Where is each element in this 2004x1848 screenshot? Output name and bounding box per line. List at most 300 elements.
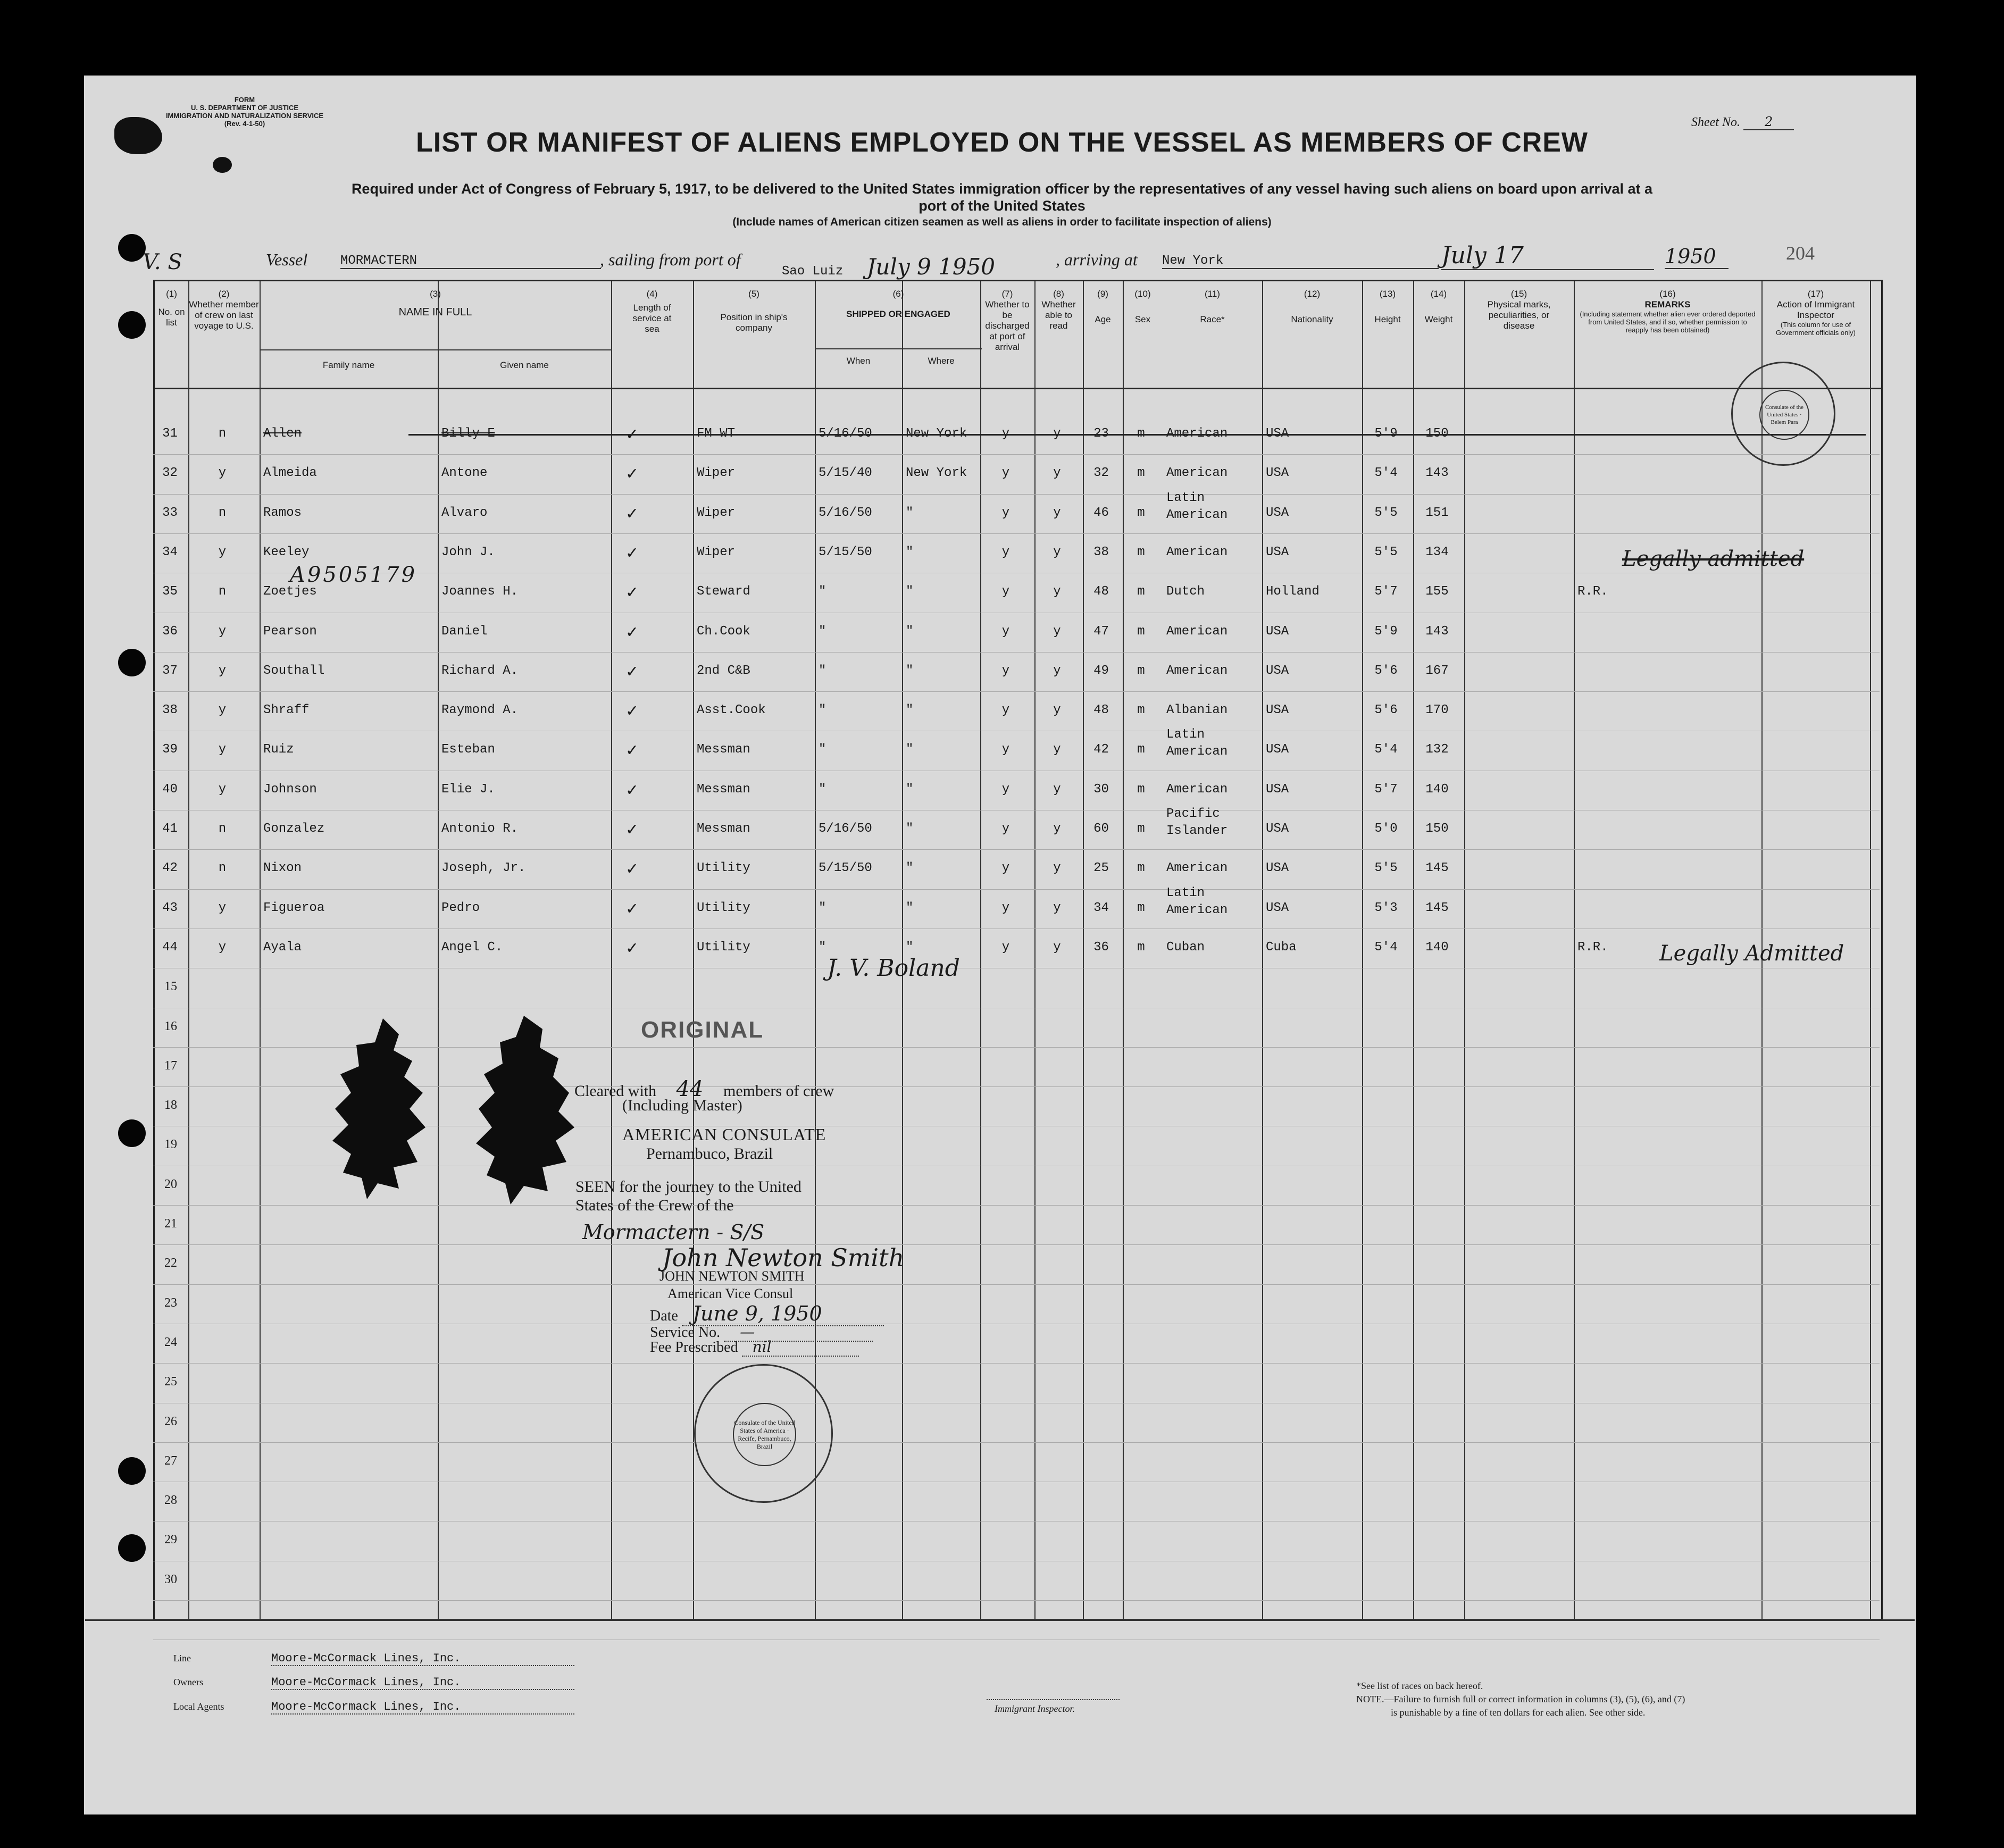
cell-weight: 150 bbox=[1425, 427, 1449, 441]
col-header-service: (4) Length of service at sea bbox=[632, 289, 672, 334]
manifest-title: LIST OR MANIFEST OF ALIENS EMPLOYED ON THE VESSEL AS MEMBERS OF CREW bbox=[416, 127, 1588, 158]
cell-age: 38 bbox=[1093, 545, 1109, 559]
cell-remarks: R.R. bbox=[1577, 940, 1608, 955]
cell-no: 42 bbox=[162, 861, 178, 876]
consul-title: American Vice Consul bbox=[667, 1286, 794, 1301]
cell-where: " bbox=[906, 545, 914, 559]
cell-nat: USA bbox=[1266, 427, 1289, 441]
cell-nat: USA bbox=[1266, 742, 1289, 757]
cell-given: Daniel bbox=[441, 624, 488, 639]
agency-block: FORM U. S. DEPARTMENT OF JUSTICE IMMIGRATION AND NATURALIZATION SERVICE (Rev. 4-1-50) bbox=[165, 96, 324, 128]
col-header-height: (13) Height bbox=[1374, 289, 1401, 324]
cell-when: 5/16/50 bbox=[819, 427, 872, 441]
service-check-icon: ✓ bbox=[627, 899, 638, 920]
punch-hole bbox=[118, 1534, 146, 1562]
cell-sex: m bbox=[1137, 663, 1145, 678]
inspector-signature-line bbox=[987, 1699, 1120, 1700]
row-rule bbox=[153, 652, 1880, 653]
cell-given: Raymond A. bbox=[441, 703, 519, 718]
cell-no: 37 bbox=[162, 663, 178, 678]
cell-disch: y bbox=[1001, 505, 1010, 520]
cell-weight: 150 bbox=[1425, 822, 1449, 836]
col-header-when: When bbox=[846, 356, 871, 366]
row-rule bbox=[153, 1600, 1880, 1601]
row-rule bbox=[153, 1363, 1880, 1364]
cell-race: American bbox=[1166, 427, 1228, 441]
vessel-name: MORMACTERN bbox=[340, 254, 601, 269]
cell-read: y bbox=[1053, 545, 1061, 559]
cleared-line: Cleared with 44 members of crew bbox=[574, 1077, 834, 1101]
stamp-number: 204 bbox=[1786, 243, 1815, 264]
empty-row-number: 16 bbox=[164, 1019, 177, 1033]
sheet-number: Sheet No. 2 bbox=[1691, 114, 1794, 130]
cell-sex: m bbox=[1137, 822, 1145, 836]
cell-sex: m bbox=[1137, 900, 1145, 915]
cell-race: American bbox=[1166, 861, 1228, 876]
service-check-icon: ✓ bbox=[627, 662, 638, 683]
cell-given: Pedro bbox=[441, 900, 480, 915]
cell-given: Alvaro bbox=[441, 505, 488, 520]
vessel-label: Vessel bbox=[266, 250, 308, 269]
cell-pos: Utility bbox=[697, 861, 750, 876]
cell-disch: y bbox=[1001, 545, 1010, 559]
cell-disch: y bbox=[1001, 466, 1010, 481]
consulate-seal: Consulate of the United States of America · Recife, Pernambuco, Brazil bbox=[694, 1364, 833, 1503]
cell-prev: y bbox=[218, 703, 227, 718]
legally-admitted-crossed: Legally admitted bbox=[1622, 547, 1805, 571]
cell-sex: m bbox=[1137, 466, 1145, 481]
cell-pos: Messman bbox=[697, 742, 750, 757]
cell-disch: y bbox=[1001, 742, 1010, 757]
cell-pos: 2nd C&B bbox=[697, 663, 750, 678]
cell-height: 5'6 bbox=[1374, 703, 1398, 718]
col-header-weight: (14) Weight bbox=[1424, 289, 1453, 324]
seen-line-2: States of the Crew of the bbox=[575, 1197, 734, 1214]
cell-prev: n bbox=[218, 822, 227, 836]
col-header-where: Where bbox=[928, 356, 955, 366]
cell-weight: 140 bbox=[1425, 940, 1449, 955]
master-signature: J. V. Boland bbox=[827, 955, 960, 982]
row-rule bbox=[153, 691, 1880, 692]
fee-prescribed: Fee Prescribed nil bbox=[650, 1338, 859, 1357]
cell-prev: n bbox=[218, 584, 227, 599]
cell-prev: y bbox=[218, 663, 227, 678]
cell-family: Figueroa bbox=[263, 900, 325, 915]
cell-where: " bbox=[906, 900, 914, 915]
footer-note-1: *See list of races on back hereof. bbox=[1356, 1680, 1483, 1691]
empty-row-number: 26 bbox=[164, 1414, 177, 1428]
cell-weight: 167 bbox=[1425, 663, 1449, 678]
cell-disch: y bbox=[1001, 703, 1010, 718]
cell-age: 60 bbox=[1093, 822, 1109, 836]
ink-smudge bbox=[213, 157, 232, 173]
cell-no: 34 bbox=[162, 545, 178, 559]
cell-family: Shraff bbox=[263, 703, 310, 718]
cell-where: New York bbox=[906, 427, 967, 441]
cell-pos: Wiper bbox=[697, 505, 736, 520]
cell-age: 48 bbox=[1093, 584, 1109, 599]
cell-no: 38 bbox=[162, 703, 178, 718]
cell-read: y bbox=[1053, 900, 1061, 915]
cell-no: 39 bbox=[162, 742, 178, 757]
cell-given: Richard A. bbox=[441, 663, 519, 678]
cell-read: y bbox=[1053, 584, 1061, 599]
cell-race: American bbox=[1166, 663, 1228, 678]
cell-age: 30 bbox=[1093, 782, 1109, 797]
cell-family: Nixon bbox=[263, 861, 302, 876]
cell-family: Keeley bbox=[263, 545, 310, 559]
cell-race: Albanian bbox=[1166, 703, 1228, 718]
cell-race: American bbox=[1166, 466, 1228, 481]
cell-given: Joannes H. bbox=[441, 584, 519, 599]
footer-owners-label: Owners bbox=[173, 1677, 203, 1687]
cell-nat: USA bbox=[1266, 545, 1289, 559]
cell-family: Ruiz bbox=[263, 742, 294, 757]
cell-weight: 140 bbox=[1425, 782, 1449, 797]
empty-row-number: 22 bbox=[164, 1256, 177, 1270]
cell-given: Antone bbox=[441, 466, 488, 481]
cell-pos: FM WT bbox=[697, 427, 736, 441]
col-header-remarks: (16) REMARKS (Including statement whether alien ever ordered deported from United States, and if so, whether permission to reapply has been obtained) bbox=[1580, 289, 1756, 334]
col-header-given-name: Given name bbox=[500, 360, 549, 370]
cell-pos: Wiper bbox=[697, 466, 736, 481]
cell-prev: y bbox=[218, 545, 227, 559]
cell-age: 23 bbox=[1093, 427, 1109, 441]
cell-age: 42 bbox=[1093, 742, 1109, 757]
seal-right bbox=[463, 1013, 590, 1210]
cell-disch: y bbox=[1001, 427, 1010, 441]
including-master: (Including Master) bbox=[622, 1097, 742, 1114]
empty-row-number: 20 bbox=[164, 1177, 177, 1191]
consul-name: JOHN NEWTON SMITH bbox=[659, 1268, 805, 1284]
cell-where: " bbox=[906, 584, 914, 599]
cell-no: 41 bbox=[162, 822, 178, 836]
cell-prev: n bbox=[218, 505, 227, 520]
cell-sex: m bbox=[1137, 584, 1145, 599]
cell-pos: Asst.Cook bbox=[697, 703, 766, 718]
consulate-city: Pernambuco, Brazil bbox=[646, 1145, 773, 1163]
cell-no: 35 bbox=[162, 584, 178, 599]
service-check-icon: ✓ bbox=[627, 623, 638, 643]
cell-pos: Messman bbox=[697, 782, 750, 797]
cell-where: " bbox=[906, 861, 914, 876]
cell-prev: y bbox=[218, 940, 227, 955]
empty-row-number: 28 bbox=[164, 1493, 177, 1508]
cell-pos: Utility bbox=[697, 900, 750, 915]
cell-weight: 132 bbox=[1425, 742, 1449, 757]
empty-row-number: 25 bbox=[164, 1375, 177, 1389]
cell-disch: y bbox=[1001, 782, 1010, 797]
cell-no: 32 bbox=[162, 466, 178, 481]
cell-race: American bbox=[1166, 624, 1228, 639]
cell-age: 32 bbox=[1093, 466, 1109, 481]
vs-mark: V. S bbox=[143, 250, 182, 274]
cell-read: y bbox=[1053, 822, 1061, 836]
empty-row-number: 23 bbox=[164, 1295, 177, 1310]
service-no: Service No. — bbox=[650, 1323, 873, 1342]
cell-read: y bbox=[1053, 940, 1061, 955]
cell-height: 5'4 bbox=[1374, 742, 1398, 757]
cell-race: American bbox=[1166, 782, 1228, 797]
cell-prev: n bbox=[218, 427, 227, 441]
cell-given: Billy E bbox=[441, 427, 495, 441]
cell-family: Gonzalez bbox=[263, 822, 325, 836]
punch-hole bbox=[118, 649, 146, 676]
cell-height: 5'5 bbox=[1374, 505, 1398, 520]
cell-no: 40 bbox=[162, 782, 178, 797]
cell-weight: 143 bbox=[1425, 466, 1449, 481]
cell-race: Pacific Islander bbox=[1166, 807, 1228, 838]
empty-row-number: 18 bbox=[164, 1098, 177, 1113]
col-header-race: (11) Race* bbox=[1200, 289, 1225, 324]
cell-race: Dutch bbox=[1166, 584, 1205, 599]
col-header-shipped: (6) SHIPPED OR ENGAGED bbox=[846, 289, 950, 319]
alien-number: A9505179 bbox=[290, 563, 418, 587]
cell-weight: 170 bbox=[1425, 703, 1449, 718]
cell-no: 31 bbox=[162, 427, 178, 441]
cell-height: 5'3 bbox=[1374, 900, 1398, 915]
cell-remarks: R.R. bbox=[1577, 584, 1608, 599]
cell-pos: Wiper bbox=[697, 545, 736, 559]
cell-when: " bbox=[819, 900, 826, 915]
cell-height: 5'4 bbox=[1374, 940, 1398, 955]
cell-nat: Cuba bbox=[1266, 940, 1297, 955]
cell-pos: Ch.Cook bbox=[697, 624, 750, 639]
cell-age: 34 bbox=[1093, 900, 1109, 915]
cell-height: 5'9 bbox=[1374, 427, 1398, 441]
cell-race: Latin American bbox=[1166, 728, 1228, 759]
cell-disch: y bbox=[1001, 822, 1010, 836]
cell-prev: y bbox=[218, 466, 227, 481]
service-check-icon: ✓ bbox=[627, 465, 638, 486]
cell-nat: USA bbox=[1266, 466, 1289, 481]
cell-read: y bbox=[1053, 663, 1061, 678]
cell-height: 5'7 bbox=[1374, 584, 1398, 599]
cell-nat: USA bbox=[1266, 703, 1289, 718]
consulate-name: AMERICAN CONSULATE bbox=[622, 1125, 826, 1144]
cell-height: 5'6 bbox=[1374, 663, 1398, 678]
cell-height: 5'5 bbox=[1374, 861, 1398, 876]
col-header-position: (5) Position in ship's company bbox=[720, 289, 788, 333]
cell-prev: y bbox=[218, 742, 227, 757]
arriving-label: , arriving at bbox=[1056, 250, 1138, 269]
cell-disch: y bbox=[1001, 940, 1010, 955]
empty-row-number: 19 bbox=[164, 1138, 177, 1152]
cell-prev: y bbox=[218, 900, 227, 915]
punch-hole bbox=[118, 1457, 146, 1485]
cell-family: Almeida bbox=[263, 466, 317, 481]
cell-family: Johnson bbox=[263, 782, 317, 797]
service-check-icon: ✓ bbox=[627, 425, 638, 446]
cell-when: " bbox=[819, 782, 826, 797]
legally-admitted: Legally Admitted bbox=[1659, 941, 1844, 966]
manifest-subtitle-3: (Include names of American citizen seamen as well as aliens in order to facilitate inspection of aliens) bbox=[732, 216, 1272, 228]
cell-weight: 134 bbox=[1425, 545, 1449, 559]
arrival-port: New York bbox=[1162, 254, 1439, 269]
cell-no: 36 bbox=[162, 624, 178, 639]
sailing-label: , sailing from port of bbox=[600, 250, 741, 269]
cell-sex: m bbox=[1137, 545, 1145, 559]
consul-signature: John Newton Smith bbox=[662, 1243, 905, 1272]
cell-weight: 151 bbox=[1425, 505, 1449, 520]
cell-disch: y bbox=[1001, 624, 1010, 639]
cell-where: " bbox=[906, 703, 914, 718]
cell-race: American bbox=[1166, 545, 1228, 559]
manifest-subtitle-2: port of the United States bbox=[918, 198, 1086, 214]
col-header-name: (3) NAME IN FULL bbox=[398, 289, 472, 318]
cell-when: 5/16/50 bbox=[819, 822, 872, 836]
cell-nat: USA bbox=[1266, 663, 1289, 678]
row-rule bbox=[153, 1244, 1880, 1245]
cell-race: Latin American bbox=[1166, 885, 1228, 917]
cell-age: 36 bbox=[1093, 940, 1109, 955]
service-check-icon: ✓ bbox=[627, 504, 638, 525]
col-header-family-name: Family name bbox=[322, 360, 375, 370]
row-rule bbox=[153, 533, 1880, 534]
service-check-icon: ✓ bbox=[627, 543, 638, 564]
cell-height: 5'0 bbox=[1374, 822, 1398, 836]
seal-left bbox=[319, 1013, 447, 1205]
service-check-icon: ✓ bbox=[627, 821, 638, 841]
service-check-icon: ✓ bbox=[627, 741, 638, 762]
cell-height: 5'7 bbox=[1374, 782, 1398, 797]
empty-row-number: 27 bbox=[164, 1453, 177, 1468]
row-rule bbox=[153, 494, 1880, 495]
empty-row-number: 17 bbox=[164, 1058, 177, 1073]
cell-height: 5'5 bbox=[1374, 545, 1398, 559]
footer-line-label: Line bbox=[173, 1653, 191, 1663]
cell-given: Joseph, Jr. bbox=[441, 861, 526, 876]
cell-when: " bbox=[819, 703, 826, 718]
cell-weight: 155 bbox=[1425, 584, 1449, 599]
cell-nat: USA bbox=[1266, 861, 1289, 876]
service-check-icon: ✓ bbox=[627, 939, 638, 959]
cell-family: Allen bbox=[263, 427, 302, 441]
cell-when: " bbox=[819, 742, 826, 757]
cell-nat: USA bbox=[1266, 624, 1289, 639]
cell-nat: Holland bbox=[1266, 584, 1320, 599]
empty-row-number: 30 bbox=[164, 1572, 177, 1586]
cell-read: y bbox=[1053, 466, 1061, 481]
footer-note-2: NOTE.—Failure to furnish full or correct information in columns (3), (5), (6), and (7) bbox=[1356, 1694, 1685, 1704]
service-check-icon: ✓ bbox=[627, 781, 638, 801]
cell-nat: USA bbox=[1266, 782, 1289, 797]
row-rule bbox=[153, 1442, 1880, 1443]
arrival-year: 1950 bbox=[1665, 245, 1729, 269]
col-header-age: (9) Age bbox=[1095, 289, 1111, 324]
cell-when: 5/15/40 bbox=[819, 466, 872, 481]
sailing-port: Sao Luiz July 9 1950 bbox=[782, 254, 1053, 281]
cell-weight: 143 bbox=[1425, 624, 1449, 639]
footer-line-value: Moore-McCormack Lines, Inc. bbox=[271, 1652, 574, 1666]
cell-disch: y bbox=[1001, 900, 1010, 915]
col-header-inspector-action: (17) Action of Immigrant Inspector (This column for use of Government officials only) bbox=[1775, 289, 1856, 337]
cell-where: " bbox=[906, 742, 914, 757]
cell-where: " bbox=[906, 822, 914, 836]
cell-height: 5'9 bbox=[1374, 624, 1398, 639]
cell-read: y bbox=[1053, 427, 1061, 441]
cell-given: Elie J. bbox=[441, 782, 495, 797]
row-rule bbox=[153, 1205, 1880, 1206]
cell-age: 49 bbox=[1093, 663, 1109, 678]
empty-row-number: 29 bbox=[164, 1533, 177, 1547]
empty-row-number: 24 bbox=[164, 1335, 177, 1349]
cell-sex: m bbox=[1137, 427, 1145, 441]
col-header-sex: (10) Sex bbox=[1134, 289, 1151, 324]
cell-when: " bbox=[819, 663, 826, 678]
col-header-physical-marks: (15) Physical marks, peculiarities, or disease bbox=[1487, 289, 1551, 331]
cell-prev: n bbox=[218, 861, 227, 876]
inspector-seal: Consulate of the United States · Belem Para bbox=[1731, 362, 1835, 466]
footer-owners-value: Moore-McCormack Lines, Inc. bbox=[271, 1676, 574, 1690]
cell-sex: m bbox=[1137, 703, 1145, 718]
empty-row-number: 21 bbox=[164, 1217, 177, 1231]
cell-given: John J. bbox=[441, 545, 495, 559]
cell-sex: m bbox=[1137, 505, 1145, 520]
inspector-label: Immigrant Inspector. bbox=[995, 1703, 1075, 1714]
cell-given: Antonio R. bbox=[441, 822, 519, 836]
row-rule bbox=[153, 454, 1880, 455]
col-header-discharged: (7) Whether to be discharged at port of arrival bbox=[985, 289, 1030, 352]
cell-nat: USA bbox=[1266, 505, 1289, 520]
col-header-read: (8) Whether able to read bbox=[1041, 289, 1076, 331]
punch-hole bbox=[118, 1119, 146, 1147]
row-strike-line bbox=[408, 434, 1866, 436]
cell-prev: y bbox=[218, 624, 227, 639]
cell-when: " bbox=[819, 940, 826, 955]
cell-no: 43 bbox=[162, 900, 178, 915]
cell-disch: y bbox=[1001, 861, 1010, 876]
header-bottom-rule bbox=[155, 388, 1881, 389]
cell-read: y bbox=[1053, 861, 1061, 876]
col-header-nationality: (12) Nationality bbox=[1291, 289, 1333, 324]
manifest-subtitle-1: Required under Act of Congress of February 5, 1917, to be delivered to the United States immigration officer by the representatives of any vessel having such aliens on board upon arrival at a bbox=[351, 181, 1653, 197]
cell-race: Cuban bbox=[1166, 940, 1205, 955]
col-header-prev-voyage: (2) Whether member of crew on last voyage to U.S. bbox=[189, 289, 259, 331]
footer-agents-label: Local Agents bbox=[173, 1701, 224, 1712]
cell-sex: m bbox=[1137, 940, 1145, 955]
footer-agents-value: Moore-McCormack Lines, Inc. bbox=[271, 1700, 574, 1715]
cell-when: 5/15/50 bbox=[819, 861, 872, 876]
punch-hole bbox=[118, 234, 146, 262]
cell-nat: USA bbox=[1266, 822, 1289, 836]
col-header-no: (1) No. on list bbox=[158, 289, 185, 328]
cell-prev: y bbox=[218, 782, 227, 797]
cell-sex: m bbox=[1137, 861, 1145, 876]
cell-sex: m bbox=[1137, 742, 1145, 757]
cell-sex: m bbox=[1137, 782, 1145, 797]
original-stamp: ORIGINAL bbox=[641, 1017, 764, 1043]
cell-read: y bbox=[1053, 624, 1061, 639]
cell-read: y bbox=[1053, 782, 1061, 797]
cell-family: Southall bbox=[263, 663, 325, 678]
cell-weight: 145 bbox=[1425, 861, 1449, 876]
consul-date: Date June 9, 1950 bbox=[650, 1302, 884, 1326]
row-rule bbox=[153, 889, 1880, 890]
cell-race: Latin American bbox=[1166, 490, 1228, 522]
row-rule bbox=[153, 1284, 1880, 1285]
empty-row-number: 15 bbox=[164, 980, 177, 994]
cell-age: 25 bbox=[1093, 861, 1109, 876]
cell-no: 44 bbox=[162, 940, 178, 955]
cell-when: " bbox=[819, 584, 826, 599]
cell-when: 5/15/50 bbox=[819, 545, 872, 559]
cell-given: Esteban bbox=[441, 742, 495, 757]
row-rule bbox=[153, 849, 1880, 850]
cell-age: 48 bbox=[1093, 703, 1109, 718]
cell-height: 5'4 bbox=[1374, 466, 1398, 481]
seen-line-1: SEEN for the journey to the United bbox=[575, 1178, 801, 1195]
